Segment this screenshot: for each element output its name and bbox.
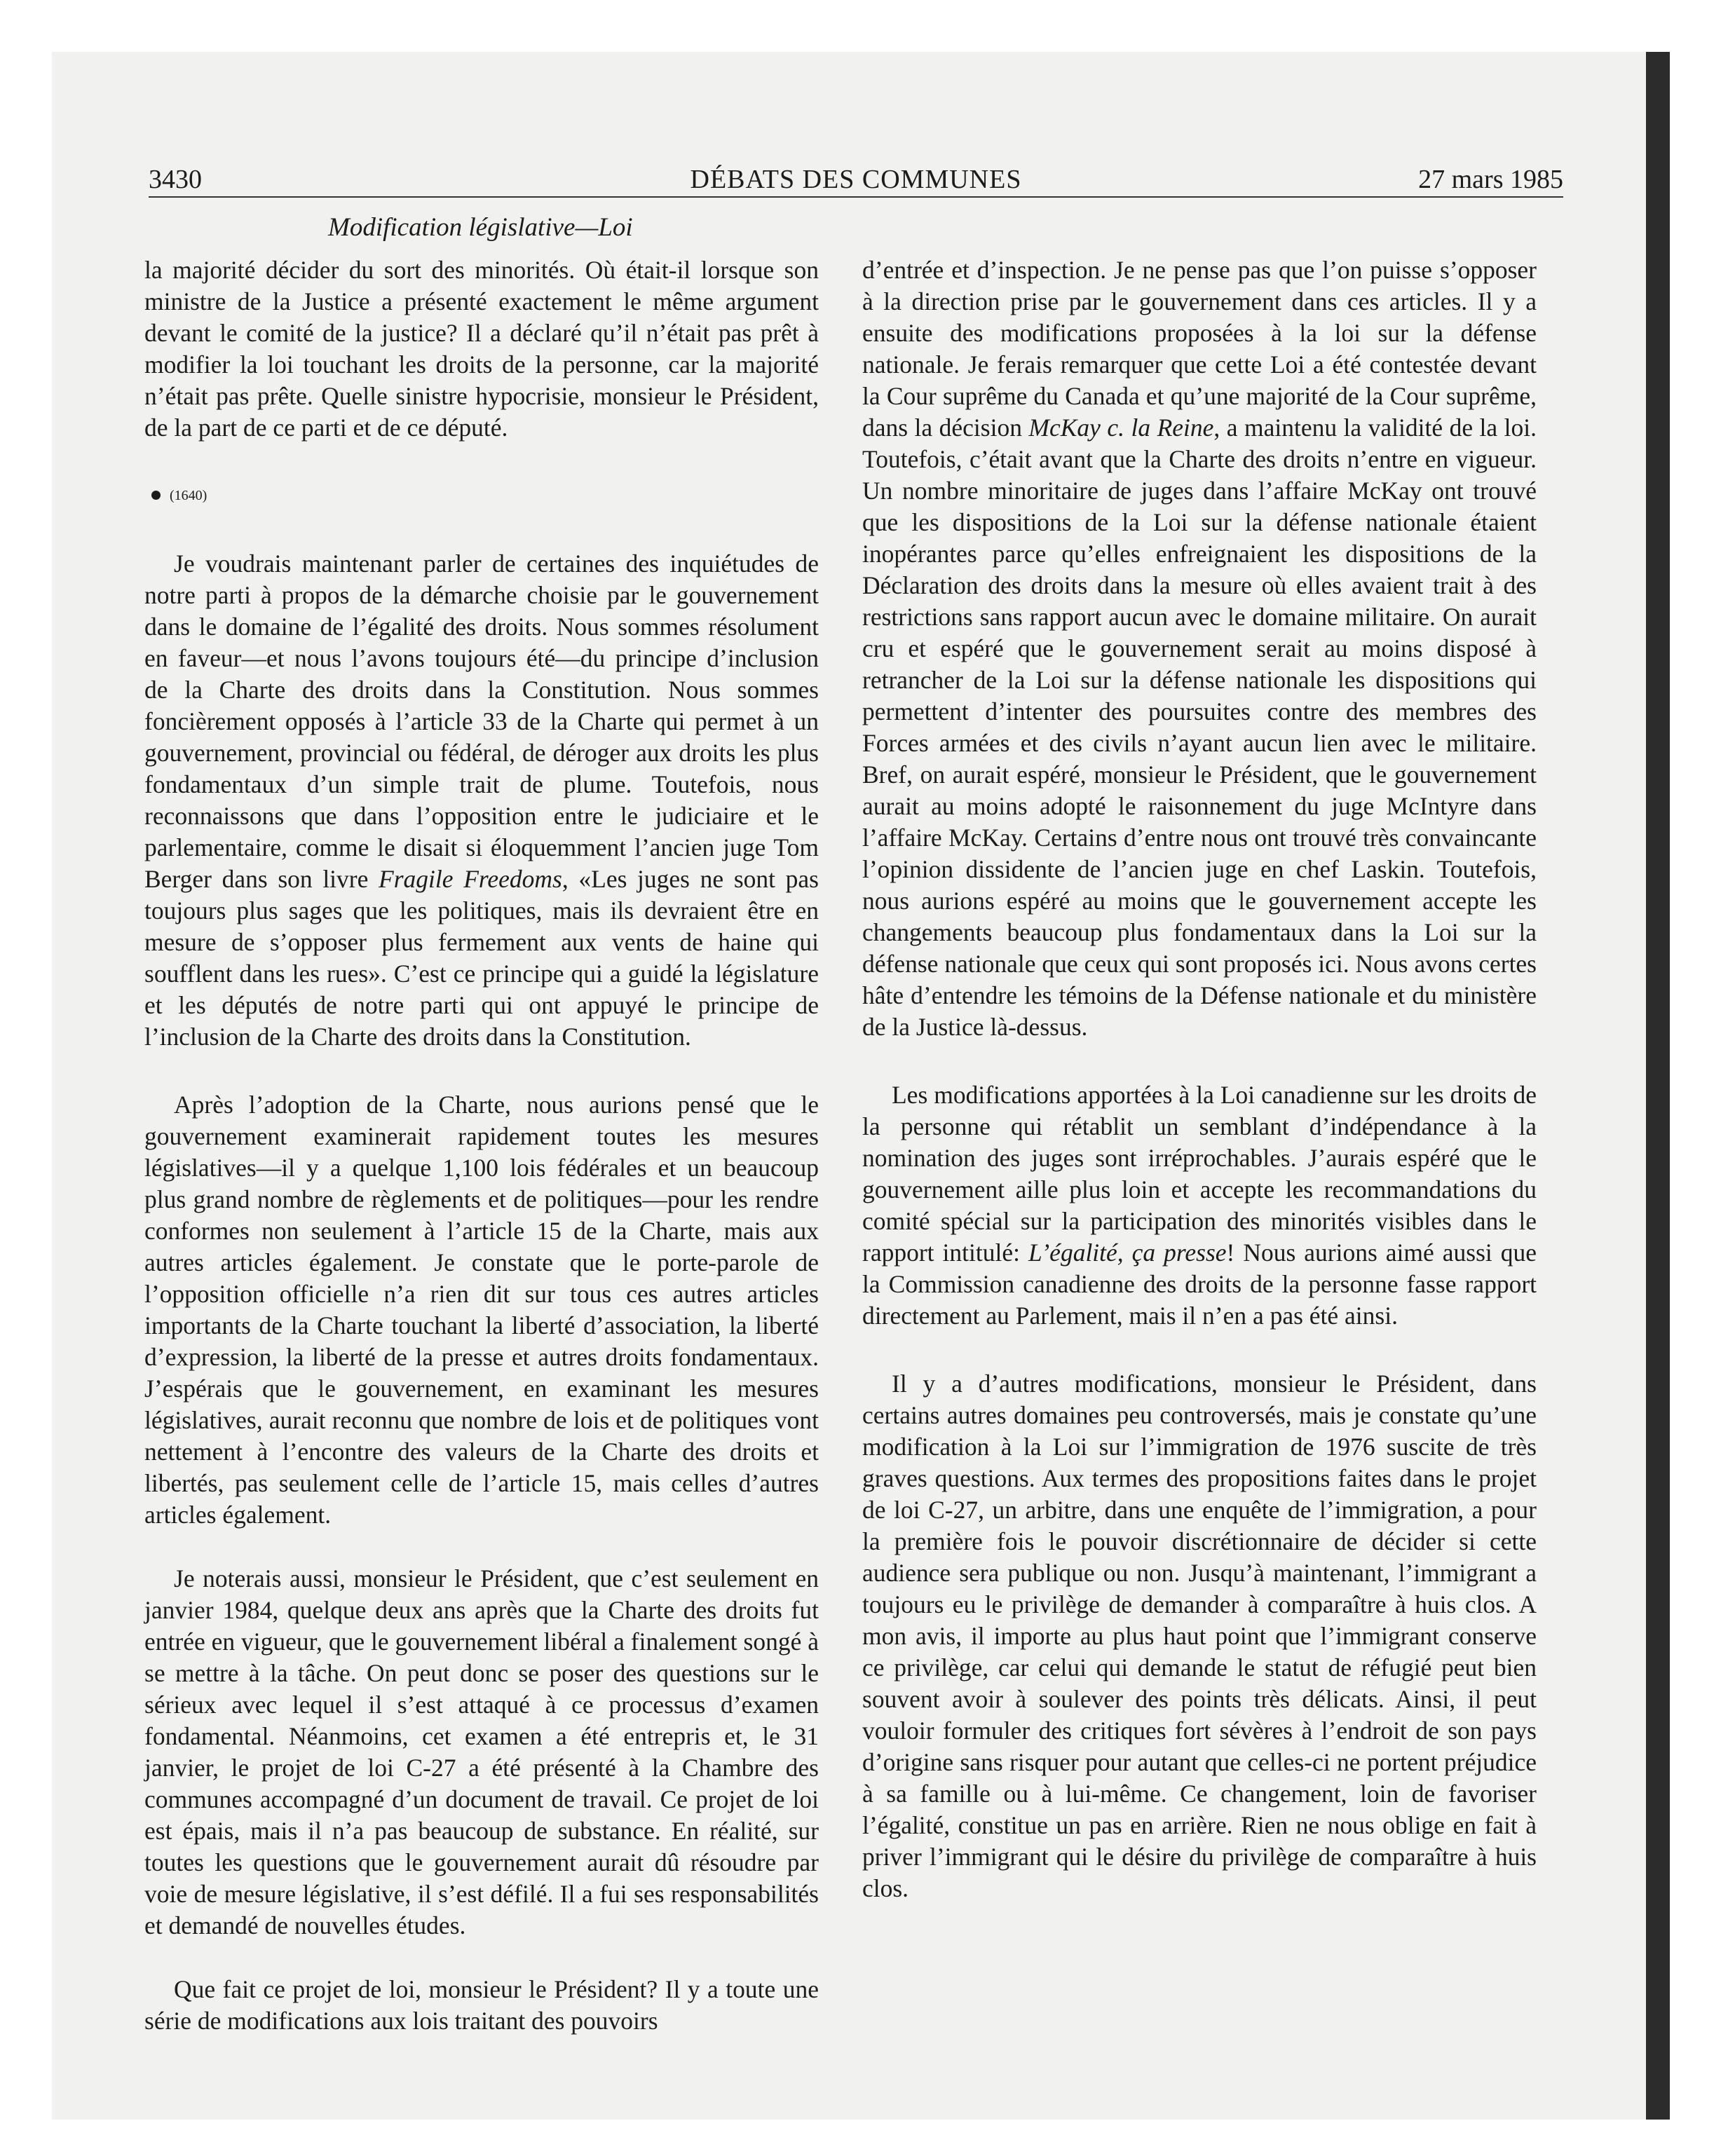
- header-rule: [149, 196, 1563, 198]
- bullet-dot: [151, 491, 161, 500]
- text-run: , «Les juges ne sont pas toujours plus sages que les politiques, mais ils devraient être en mesure de s’opposer plus fermement aux vents de haine qui soufflent dans les rues». C’est ce principe qui a guidé la législature et les députés de notre parti qui ont appuyé le principe de l’inclusion de la Charte des droits dans la Constitution.: [144, 865, 819, 1051]
- text-run: , a maintenu la validité de la loi. Toutefois, c’était avant que la Charte des droits n’entre en vigueur. Un nombre minoritaire de juges dans l’affaire McKay ont trouvé que les dispositions de la Loi sur la défense nationale étaient inopérantes parce qu’elles enfreignaient les dispositions de la Déclaration des droits dans la mesure où elles avaient trait à des restrictions sans rapport aucun avec le domaine militaire. On aurait cru et espéré que le gouvernement serait au moins disposé à retrancher de la Loi sur la défense nationale les dispositions qui permettent d’intenter des poursuites contre des membres des Forces armées et des civils n’ayant aucun lien avec le militaire. Bref, on aurait espéré, monsieur le Président, que le gouvernement aurait au moins adopté le raisonnement du juge McIntyre dans l’affaire McKay. Certains d’entre nous ont trouvé très convaincante l’opinion dissidente de l’ancien juge en chef Laskin. Toutefois, nous aurions espéré au moins que le gouvernement accepte les changements beaucoup plus fondamentaux dans la Loi sur la défense nationale que ceux qui sont proposés ici. Nous avons certes hâte d’entendre les témoins de la Défense nationale et du ministère de la Justice là-dessus.: [862, 414, 1537, 1041]
- text-run: ! Nous aurions aimé aussi que la Commission canadienne des droits de la personne fasse rapport directement au Parlement, mais il n’en a pas été ainsi.: [862, 1239, 1537, 1330]
- left-column: [144, 254, 819, 2037]
- paragraph: [862, 254, 1537, 1043]
- page-number: 3430: [149, 165, 202, 194]
- publication-date: 27 mars 1985: [1418, 165, 1563, 194]
- text-run: Les modifications apportées à la Loi canadienne sur les droits de la personne qui rétablit un semblant d’indépendance à la nomination des juges sont irréprochables. J’aurais espéré que le gouvernement aille plus loin et accepte les recommandations du comité spécial sur la participation des minorités visibles dans le rapport intitulé:: [862, 1081, 1537, 1267]
- paragraph: Après l’adoption de la Charte, nous aurions pensé que le gouvernement examinerait rapidement toutes les mesures législatives—il y a quelque 1,100 lois fédérales et un beaucoup plus grand nombre de règlements et de politiques—pour les rendre conformes non seulement à l’article 15 de la Charte, mais aux autres articles également. Je constate que le porte-parole de l’opposition officielle n’a rien dit sur tous ces autres articles importants de la Charte touchant la liberté d’association, la liberté d’expression, la liberté de la presse et autres droits fondamentaux. J’espérais que le gouvernement, en examinant les mesures législatives, aurait reconnu que nombre de lois et de politiques vont nettement à l’encontre des valeurs de la Charte des droits et libertés, pas seulement celle de l’article 15, mais celles d’autres articles également.: [144, 1091, 819, 1529]
- text-run: Je voudrais maintenant parler de certaines des inquiétudes de notre parti à propos de la démarche choisie par le gouvernement dans le domaine de l’égalité des droits. Nous sommes résolument en faveur—et nous l’avons toujours été—du principe d’inclusion de la Charte des droits dans la Constitution. Nous sommes foncièrement opposés à l’article 33 de la Charte qui permet à un gouvernement, provincial ou fédéral, de déroger aux droits les plus fondamentaux d’un simple trait de plume. Toutefois, nous reconnaissons que dans l’opposition entre le judiciaire et le parlementaire, comme le disait si éloquemment l’ancien juge Tom Berger dans son livre: [144, 550, 819, 893]
- paragraph-gap: [862, 1043, 1537, 1079]
- paragraph: [144, 548, 819, 1053]
- time-stamp: (1640): [170, 488, 207, 503]
- paragraph: Que fait ce projet de loi, monsieur le Président? Il y a toute une série de modifications aux lois traitant des pouvoirs: [144, 1975, 819, 2035]
- text-run: d’entrée et d’inspection. Je ne pense pas que l’on puisse s’opposer à la direction prise par le gouvernement dans ces articles. Il y a ensuite des modifications proposées à la loi sur la défense nationale. Je ferais remarquer que cette Loi a été contestée devant la Cour suprême du Canada et qu’une majorité de la Cour suprême, dans la décision: [862, 256, 1537, 442]
- paragraph-gap: [144, 1053, 819, 1089]
- publication-title: DÉBATS DES COMMUNES: [690, 165, 1022, 194]
- paragraph: Je noterais aussi, monsieur le Président, que c’est seulement en janvier 1984, quelque deux ans après que la Charte des droits fut entrée en vigueur, que le gouvernement libéral a finalement songé à se mettre à la tâche. On peut donc se poser des questions sur le sérieux avec lequel il s’est attaqué à ce processus d’examen fondamental. Néanmoins, cet examen a été entrepris et, le 31 janvier, le projet de loi C-27 a été présenté à la Chambre des communes accompagné d’un document de travail. Ce projet de loi est épais, mais il n’a pas beaucoup de substance. En réalité, sur toutes les questions que le gouvernement aurait dû résoudre par voie de mesure législative, il s’est défilé. Il a fui ses responsabilités et demandé de nouvelles études.: [144, 1564, 819, 1939]
- paragraph-gap: [144, 1531, 819, 1563]
- time-marker: [144, 480, 819, 512]
- scan-edge-bar: [1646, 52, 1670, 2120]
- book-title: Fragile Freedoms: [379, 865, 562, 893]
- paragraph-gap: [144, 1942, 819, 1974]
- right-column: [862, 254, 1537, 1904]
- case-title: McKay c. la Reine: [1028, 414, 1214, 442]
- paragraph: la majorité décider du sort des minorités. Où était-il lorsque son ministre de la Justice a présenté exactement le même argument devant le comité de la justice? Il a déclaré qu’il n’était pas prêt à modifier la loi touchant les droits de la personne, car la majorité n’était pas prête. Quelle sinistre hypocrisie, monsieur le Président, de la part de ce parti et de ce député.: [144, 256, 819, 442]
- paragraph: Il y a d’autres modifications, monsieur le Président, dans certains autres domaines peu controversés, mais je constate qu’une modification à la Loi sur l’immigration de 1976 suscite de très graves questions. Aux termes des propositions faites dans le projet de loi C-27, un arbitre, dans une enquête de l’immigration, a pour la première fois le pouvoir discrétionnaire de décider si cette audience sera publique ou non. Jusqu’à maintenant, l’immigrant a toujours eu le privilège de demander à comparaître à huis clos. A mon avis, il importe au plus haut point que l’immigrant conserve ce privilège, car celui qui demande le statut de réfugié peut bien souvent avoir à soulever des points très délicats. Ainsi, il peut vouloir formuler des critiques fort sévères à l’endroit de son pays d’origine sans risquer pour autant que celles-ci ne portent préjudice à sa famille ou à lui-même. Ce changement, loin de favoriser l’égalité, constitue un pas en arrière. Rien ne nous oblige en fait à priver l’immigrant qui le désire du privilège de comparaître à huis clos.: [862, 1370, 1537, 1902]
- paragraph: [862, 1079, 1537, 1332]
- report-title: L’égalité, ça presse: [1028, 1239, 1227, 1267]
- subject-heading: Modification législative—Loi: [328, 213, 633, 242]
- paragraph-gap: [862, 1332, 1537, 1368]
- page-header: [149, 163, 1563, 196]
